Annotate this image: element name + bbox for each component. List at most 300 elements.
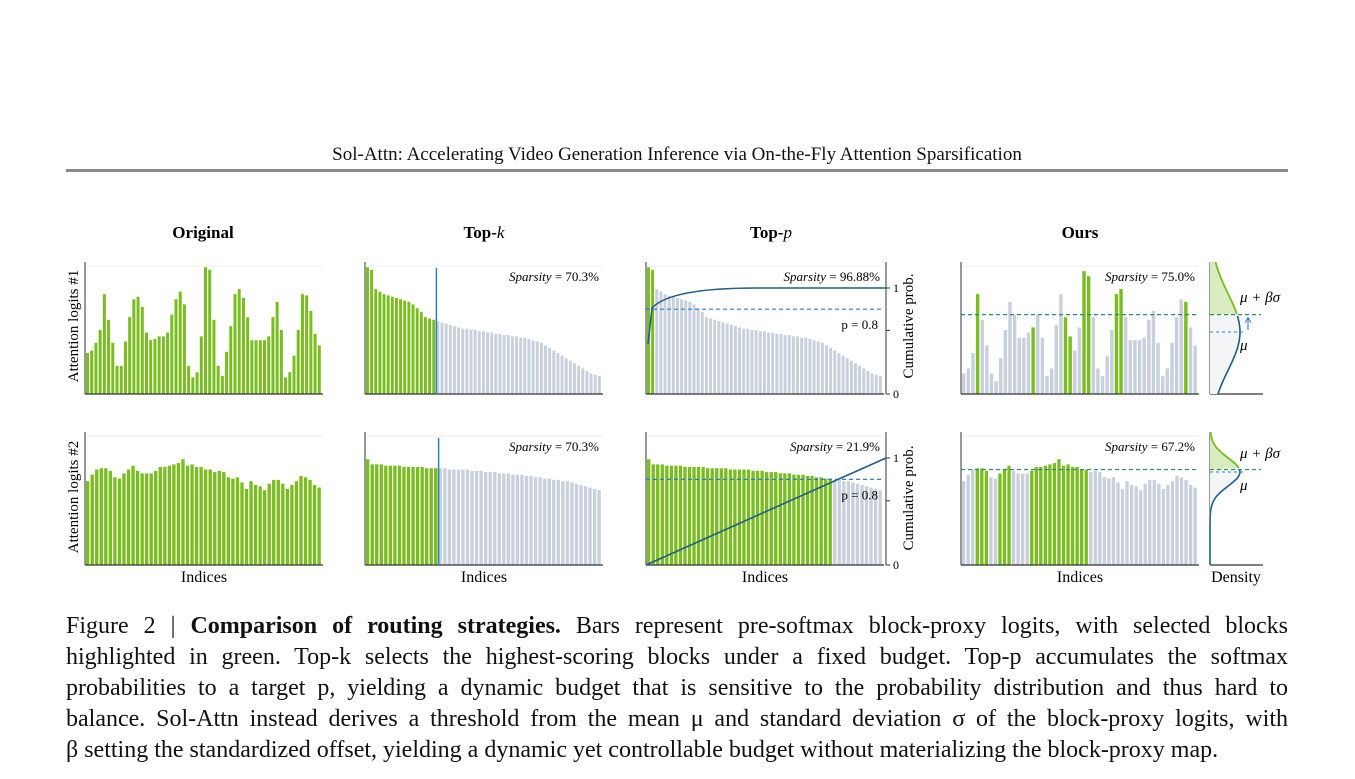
bar-selected (238, 289, 241, 394)
bar-selected (697, 467, 700, 565)
bar-unselected (532, 340, 535, 394)
bar-unselected (579, 485, 582, 565)
bar-selected (136, 471, 139, 565)
bar-unselected (441, 322, 444, 394)
bar-unselected (534, 477, 537, 565)
bar-unselected (833, 480, 836, 565)
bar-selected (231, 479, 234, 565)
bar-unselected (1152, 311, 1155, 394)
bar-selected (318, 345, 321, 394)
bar-unselected (461, 470, 464, 565)
bar-unselected (565, 358, 568, 394)
bar-selected (263, 490, 266, 565)
bar-unselected (1041, 338, 1044, 394)
xlabel-density: Density (1211, 569, 1261, 586)
bar-unselected (804, 338, 807, 394)
bar-selected (254, 485, 257, 565)
bar-unselected (1059, 294, 1062, 394)
bar-unselected (566, 481, 569, 565)
bar-selected (1035, 467, 1038, 565)
bar-selected (1053, 463, 1056, 565)
sparsity-label: Sparsity = 21.9% (789, 439, 880, 454)
bar-unselected (502, 473, 505, 565)
bar-selected (271, 317, 274, 394)
bar-selected (1071, 467, 1074, 565)
bar-unselected (538, 477, 541, 565)
bar-unselected (1175, 476, 1178, 565)
bar-unselected (519, 338, 522, 394)
bar-selected (985, 471, 988, 565)
bar-unselected (1133, 340, 1136, 394)
bar-unselected (585, 371, 588, 394)
bar-selected (301, 294, 304, 394)
bar-selected (374, 289, 377, 394)
bar-unselected (557, 480, 560, 565)
density-body-fill (1210, 470, 1240, 565)
bar-unselected (482, 331, 485, 394)
bar-unselected (1103, 477, 1106, 565)
bar-selected (747, 470, 750, 565)
bar-unselected (1036, 315, 1039, 394)
bar-unselected (443, 468, 446, 565)
bar-unselected (676, 298, 679, 394)
caption-line-4: balance. Sol-Attn instead derives a threshold from the mean μ and standard deviation σ of the block-proxy logits, with (66, 706, 1288, 732)
bar-selected (416, 308, 419, 394)
bar-selected (222, 472, 225, 565)
bar-selected (141, 307, 144, 394)
bar-selected (299, 476, 302, 565)
cumulative-curve (648, 288, 886, 344)
bar-selected (1119, 289, 1122, 394)
bar-unselected (879, 376, 882, 394)
bar-unselected (713, 320, 716, 394)
bar-selected (395, 298, 398, 394)
bar-selected (190, 464, 193, 565)
bar-unselected (862, 368, 865, 394)
bar-selected (366, 267, 369, 394)
bar-unselected (1101, 376, 1104, 394)
bar-unselected (1089, 472, 1092, 565)
bar-unselected (581, 368, 584, 394)
bar-selected (276, 302, 279, 394)
bar-selected (250, 340, 253, 394)
bar-selected (90, 350, 93, 394)
bar-unselected (498, 334, 501, 394)
bar-unselected (971, 353, 974, 394)
ylabel-row2: Attention logits #2 (66, 440, 82, 554)
bar-unselected (775, 334, 778, 394)
bar-selected (290, 485, 293, 565)
bar-unselected (1012, 471, 1015, 565)
bar-unselected (1125, 481, 1128, 565)
bar-unselected (693, 304, 696, 394)
bar-selected (402, 467, 405, 565)
bar-unselected (548, 348, 551, 394)
bar-selected (770, 472, 773, 565)
bar-selected (765, 472, 768, 565)
bar-unselected (999, 358, 1002, 394)
bar-selected (293, 356, 296, 394)
bar-unselected (967, 368, 970, 394)
bar-selected (692, 467, 695, 565)
bar-unselected (561, 356, 564, 394)
mu-beta-sigma-label: μ + βσ (1240, 290, 1281, 306)
bar-selected (166, 333, 169, 394)
bar-selected (428, 318, 431, 394)
bar-unselected (466, 470, 469, 565)
bar-unselected (590, 374, 593, 394)
bar-unselected (697, 308, 700, 394)
bar-unselected (967, 475, 970, 565)
bar-selected (100, 468, 103, 565)
bar-selected (304, 477, 307, 565)
bar-selected (295, 481, 298, 565)
bar-selected (137, 297, 140, 394)
bar-selected (162, 336, 165, 394)
bar-unselected (751, 330, 754, 394)
bar-selected (280, 330, 283, 394)
bar-unselected (821, 343, 824, 394)
bar-selected (200, 336, 203, 394)
bar-selected (217, 366, 220, 394)
bar-selected (420, 467, 423, 565)
bar-unselected (746, 329, 749, 394)
bar-selected (127, 470, 130, 565)
bar-selected (774, 472, 777, 565)
bar-unselected (527, 339, 530, 394)
bar-unselected (962, 374, 965, 394)
bar-selected (792, 475, 795, 565)
bar-selected (109, 471, 112, 565)
bar-selected (683, 467, 686, 565)
bar-selected (95, 470, 98, 565)
bar-unselected (705, 317, 708, 394)
bar-unselected (734, 326, 737, 394)
bar-selected (783, 473, 786, 565)
bar-selected (309, 311, 312, 394)
panel-0 (85, 262, 323, 394)
bar-selected (391, 297, 394, 394)
bar-selected (389, 466, 392, 565)
bar-selected (398, 466, 401, 565)
panels (85, 262, 1281, 572)
bar-selected (183, 304, 186, 394)
col-title-topk: Top-k (463, 223, 505, 242)
bar-selected (976, 468, 979, 565)
bar-selected (378, 292, 381, 394)
bar-selected (204, 267, 207, 394)
cum-ylabel-row1: Cumulative prob. (901, 273, 917, 379)
bar-unselected (850, 361, 853, 394)
bar-selected (411, 467, 414, 565)
bar-unselected (1004, 330, 1007, 394)
bar-selected (111, 343, 114, 394)
panel-5 (365, 432, 603, 565)
bar-selected (317, 488, 320, 565)
bar-selected (163, 467, 166, 565)
bar-selected (196, 372, 199, 394)
bar-selected (1066, 464, 1069, 565)
bar-selected (242, 298, 245, 394)
bar-selected (158, 336, 161, 394)
col-title-original: Original (172, 223, 234, 242)
bar-unselected (759, 331, 762, 394)
bar-selected (191, 377, 194, 394)
p-label: p = 0.8 (841, 487, 878, 503)
bar-selected (199, 467, 202, 565)
bar-selected (801, 475, 804, 565)
bar-unselected (474, 330, 477, 394)
density-tail-fill (1210, 262, 1237, 315)
bar-unselected (813, 340, 816, 394)
bar-selected (229, 326, 232, 394)
bar-selected (314, 334, 317, 394)
bar-unselected (511, 336, 514, 394)
bar-unselected (701, 312, 704, 394)
xlabel-ours: Indices (1056, 569, 1104, 586)
bar-unselected (1189, 485, 1192, 565)
bar-selected (99, 330, 102, 394)
bar-unselected (1179, 299, 1182, 394)
bar-unselected (561, 481, 564, 565)
bar-unselected (688, 302, 691, 394)
bar-selected (1115, 294, 1118, 394)
sparsity-label: Sparsity = 96.88% (783, 269, 880, 284)
panel-2 (646, 262, 899, 401)
bar-selected (815, 477, 818, 565)
col-title-topp: Top-p (750, 223, 792, 242)
bar-unselected (523, 338, 526, 394)
bar-unselected (448, 470, 451, 565)
bar-selected (424, 317, 427, 394)
bar-unselected (552, 350, 555, 394)
bar-selected (195, 467, 198, 565)
bar-selected (297, 330, 300, 394)
bar-selected (1048, 464, 1051, 565)
bar-unselected (1073, 350, 1076, 394)
bar-unselected (771, 333, 774, 394)
bar-selected (733, 470, 736, 565)
bar-unselected (1092, 317, 1095, 394)
figure-caption (66, 611, 1288, 766)
bar-selected (701, 467, 704, 565)
bar-unselected (1008, 302, 1011, 394)
bar-selected (788, 473, 791, 565)
bar-unselected (520, 475, 523, 565)
bar-unselected (1022, 338, 1025, 394)
bar-unselected (489, 472, 492, 565)
bar-unselected (664, 294, 667, 394)
bar-unselected (1147, 320, 1150, 394)
bar-selected (150, 473, 153, 565)
bar-unselected (594, 375, 597, 394)
bar-unselected (511, 475, 514, 565)
bar-unselected (1156, 343, 1159, 394)
bar-selected (213, 472, 216, 565)
sparsity-label: Sparsity = 75.0% (1104, 269, 1195, 284)
bar-unselected (962, 481, 965, 565)
bar-selected (104, 468, 107, 565)
bar-unselected (1050, 368, 1053, 394)
bar-selected (416, 467, 419, 565)
bar-unselected (1105, 356, 1108, 394)
panel-1 (365, 262, 603, 394)
bar-selected (366, 459, 369, 565)
bar-unselected (1116, 482, 1119, 565)
bar-unselected (1184, 480, 1187, 565)
bar-unselected (1171, 481, 1174, 565)
bar-unselected (1055, 325, 1058, 394)
bar-selected (258, 486, 261, 565)
cum-tick-label: 0 (893, 558, 899, 572)
bar-selected (120, 366, 123, 394)
bar-selected (393, 466, 396, 565)
bar-selected (94, 343, 97, 394)
bar-selected (729, 470, 732, 565)
bar-selected (86, 353, 89, 394)
bar-selected (246, 317, 249, 394)
bar-unselected (1130, 485, 1133, 565)
bar-unselected (598, 376, 601, 394)
bar-selected (1080, 470, 1083, 565)
bar-unselected (829, 348, 832, 394)
bar-selected (168, 466, 171, 565)
bar-selected (430, 468, 433, 565)
caption-line-1-rest: Bars represent pre-softmax block-proxy logits, with selected blocks (560, 613, 1288, 639)
bar-selected (116, 366, 119, 394)
cum-tick-label: 0 (893, 387, 899, 401)
bar-unselected (1094, 471, 1097, 565)
bar-unselected (1189, 327, 1192, 394)
bar-selected (1003, 470, 1006, 565)
bar-unselected (875, 375, 878, 394)
bar-selected (403, 301, 406, 394)
bar-selected (742, 470, 745, 565)
bar-unselected (1180, 477, 1183, 565)
bar-unselected (1139, 490, 1142, 565)
bar-unselected (796, 336, 799, 394)
bar-unselected (837, 353, 840, 394)
bar-unselected (494, 334, 497, 394)
bar-unselected (457, 470, 460, 565)
bar-selected (268, 484, 271, 565)
bar-selected (1064, 317, 1067, 394)
bar-unselected (1096, 368, 1099, 394)
bar-unselected (556, 353, 559, 394)
bar-unselected (486, 333, 489, 394)
xlabel-original: Indices (180, 569, 228, 586)
bar-unselected (484, 472, 487, 565)
bar-unselected (1026, 473, 1029, 565)
bar-unselected (507, 335, 510, 394)
bar-unselected (577, 366, 580, 394)
bar-selected (209, 470, 212, 565)
bar-unselected (1175, 317, 1178, 394)
bar-unselected (825, 345, 828, 394)
bar-unselected (449, 325, 452, 394)
caption-line-1 (66, 611, 1288, 642)
bar-unselected (1148, 480, 1151, 565)
bar-unselected (722, 322, 725, 394)
bar-selected (674, 466, 677, 565)
bar-unselected (544, 345, 547, 394)
bar-unselected (529, 476, 532, 565)
bar-selected (407, 467, 410, 565)
bar-selected (281, 484, 284, 565)
bar-unselected (842, 356, 845, 394)
bar-selected (1085, 470, 1088, 565)
bar-selected (181, 459, 184, 565)
bar-selected (212, 320, 215, 394)
bar-selected (149, 340, 152, 394)
bar-unselected (1193, 488, 1196, 565)
bar-unselected (490, 333, 493, 394)
mu-beta-sigma-label: μ + βσ (1240, 446, 1281, 462)
bar-selected (154, 471, 157, 565)
bar-unselected (1166, 485, 1169, 565)
bar-selected (1075, 467, 1078, 565)
header-rule (66, 169, 1288, 172)
bar-unselected (1193, 345, 1196, 394)
bar-selected (724, 468, 727, 565)
bar-selected (122, 473, 125, 565)
cum-tick-label: 1 (893, 281, 899, 295)
bar-unselected (452, 470, 455, 565)
sparsity-label: Sparsity = 67.2% (1104, 439, 1195, 454)
bar-unselected (763, 331, 766, 394)
bar-selected (1057, 459, 1060, 565)
bar-unselected (507, 473, 510, 565)
bar-selected (1062, 466, 1065, 565)
bar-selected (711, 468, 714, 565)
bar-unselected (540, 343, 543, 394)
bar-selected (286, 489, 289, 565)
bar-selected (86, 481, 89, 565)
bar-unselected (1144, 484, 1147, 565)
bar-selected (284, 377, 287, 394)
bar-selected (140, 473, 143, 565)
bar-selected (375, 464, 378, 565)
bar-unselected (478, 331, 481, 394)
bar-selected (259, 340, 262, 394)
bar-selected (399, 299, 402, 394)
bar-selected (370, 270, 373, 394)
bar-unselected (878, 490, 881, 565)
bar-unselected (515, 336, 518, 394)
bar-unselected (792, 336, 795, 394)
bar-unselected (755, 330, 758, 394)
bar-selected (128, 317, 131, 394)
bar-selected (1039, 467, 1042, 565)
bar-unselected (543, 479, 546, 565)
bar-selected (234, 294, 237, 394)
bar-selected (434, 468, 437, 565)
bar-selected (1031, 327, 1034, 394)
bar-unselected (1170, 343, 1173, 394)
bar-selected (118, 479, 121, 565)
bar-selected (665, 466, 668, 565)
bar-selected (1030, 471, 1033, 565)
bar-selected (829, 479, 832, 565)
mu-label: μ (1240, 478, 1248, 494)
bar-selected (255, 340, 258, 394)
bar-selected (756, 471, 759, 565)
col-title-ours: Ours (1061, 223, 1099, 242)
bar-unselected (1018, 338, 1021, 394)
bar-selected (998, 473, 1001, 565)
bar-selected (806, 476, 809, 565)
bar-selected (412, 304, 415, 394)
